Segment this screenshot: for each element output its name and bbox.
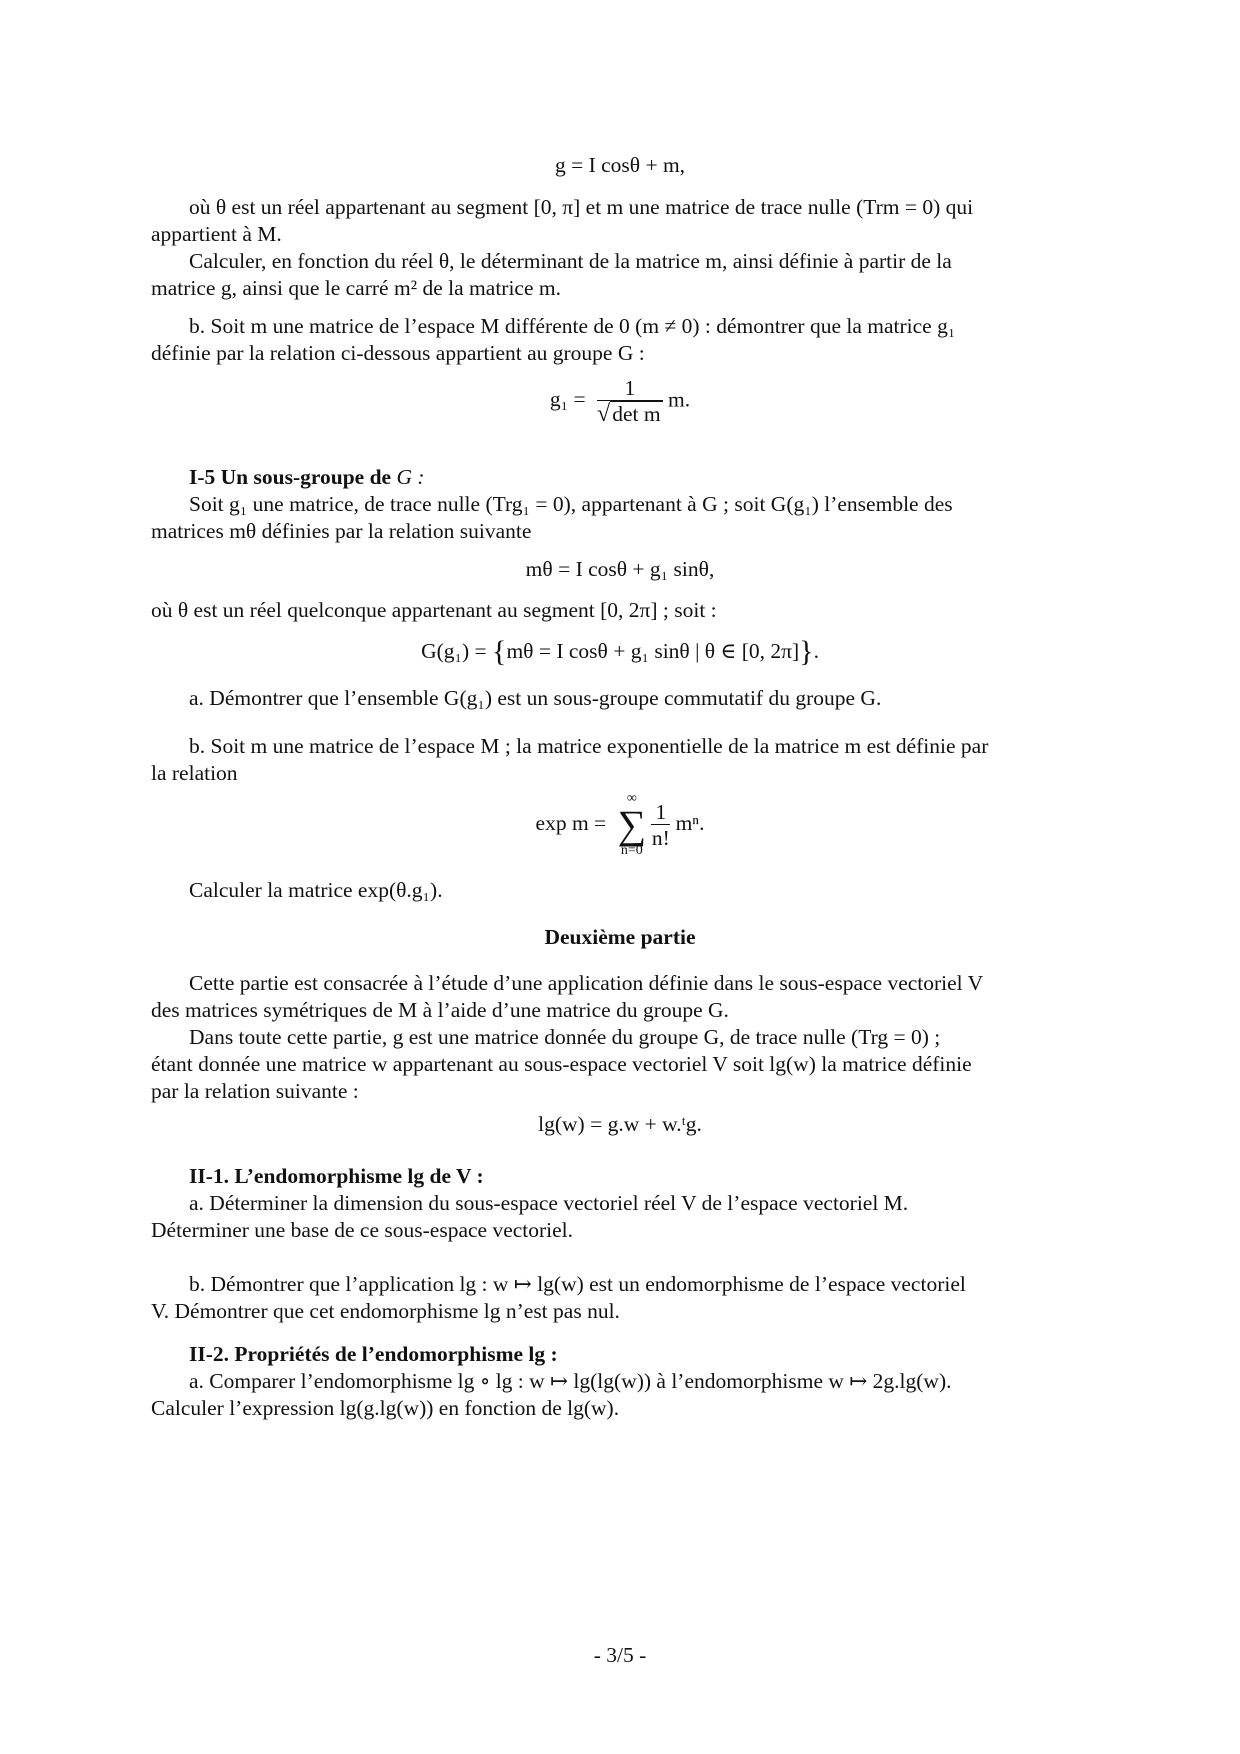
text-line: étant donnée une matrice w appartenant au sous-espace vectoriel V soit lg(w) la matrice définie [151,1052,972,1076]
question-ii1b [151,1271,1089,1325]
summation [618,792,647,858]
fraction-numerator: 1 [597,376,663,401]
section-ii2 [151,1341,1089,1422]
text-line: b. Soit m une matrice de l’espace M différente de 0 (m ≠ 0) : démontrer que la matrice g₁ [189,314,956,338]
text-line: Déterminer une base de ce sous-espace vectoriel. [151,1218,574,1242]
formula-body: mθ = I cosθ + g₁ sinθ | θ ∈ [0, 2π] [506,639,800,663]
paragraph-theta-definition [151,194,1089,302]
text-line: Calculer l’expression lg(g.lg(w)) en fonction de lg(w). [151,1396,620,1420]
formula-g-decomposition: g = I cosθ + m, [554,153,686,177]
formula-lhs: g₁ = [549,387,586,412]
section-heading: II-2. Propriétés de l’endomorphisme lg : [189,1342,558,1366]
section-heading: I-5 Un sous-groupe de G : [189,465,425,489]
formula-exponential [151,792,1089,858]
section-i5 [151,464,1089,545]
text-line: Calculer la matrice exp(θ.g₁). [189,878,443,902]
paragraph-theta-range [151,597,1089,624]
formula-lhs: G(g₁) = [421,639,487,663]
text-line: Dans toute cette partie, g est une matrice donnée du groupe G, de trace nulle (Trg = 0) ; [189,1025,941,1049]
text-line: où θ est un réel quelconque appartenant au segment [0, 2π] ; soit : [151,598,717,622]
fraction-numerator: 1 [651,800,670,825]
part2-introduction [151,970,1089,1105]
section-ii1 [151,1163,1089,1244]
text-line: où θ est un réel appartenant au segment [0, π] et m une matrice de trace nulle (Trm = 0) qui [189,195,974,219]
text-line: matrice g, ainsi que le carré m² de la matrice m. [151,276,561,300]
text-line: des matrices symétriques de M à l’aide d’une matrice du groupe G. [151,998,729,1022]
formula-lg: lg(w) = g.w + w.ᵗg. [538,1112,702,1136]
text-line: a. Comparer l’endomorphisme lg ∘ lg : w ↦ lg(lg(w)) à l’endomorphisme w ↦ 2g.lg(w). [189,1369,952,1393]
fraction-denominator: √det m [597,401,661,427]
text-line: b. Démontrer que l’application lg : w ↦ lg(w) est un endomorphisme de l’espace vectoriel [189,1272,966,1296]
formula-tail: mⁿ. [675,810,705,835]
text-line: Calculer, en fonction du réel θ, le déterminant de la matrice m, ainsi définie à partir de la [189,249,952,273]
text-line: b. Soit m une matrice de l’espace M ; la matrice exponentielle de la matrice m est définie par [189,734,989,758]
text-line: Cette partie est consacrée à l’étude d’une application définie dans le sous-espace vectoriel V [189,971,984,995]
formula-m-theta: mθ = I cosθ + g₁ sinθ, [525,557,715,581]
text-line: a. Déterminer la dimension du sous-espace vectoriel réel V de l’espace vectoriel M. [189,1191,909,1215]
text-line: la relation [151,761,238,785]
page-number: - 3/5 - [593,1643,647,1667]
text-line: définie par la relation ci-dessous appartient au groupe G : [151,341,645,365]
formula-g1 [151,376,1089,427]
question-5b-calc [151,877,1089,904]
sum-lower-limit: n=0 [620,843,643,858]
text-line: appartient à M. [151,222,282,246]
fraction [651,800,670,851]
text-line: matrices mθ définies par la relation suivante [151,519,532,543]
text-line: par la relation suivante : [151,1079,359,1103]
brace-open: { [492,635,507,668]
sum-upper-limit: ∞ [626,791,637,806]
text-line: Soit g₁ une matrice, de trace nulle (Trg₁ = 0), appartenant à G ; soit G(g₁) l’ensemble des [189,492,953,516]
fraction [597,376,663,427]
text-line: a. Démontrer que l’ensemble G(g₁) est un sous-groupe commutatif du groupe G. [189,686,882,710]
brace-close: } [799,635,814,668]
question-1b [151,313,1089,367]
question-5a [151,685,1089,712]
formula-tail: m. [667,387,691,412]
formula-subgroup-set: G(g₁) = {mθ = I cosθ + g₁ sinθ | θ ∈ [0, 2π]}. [421,635,819,668]
formula-lhs: exp m = [535,810,607,835]
sigma-symbol: ∑ [617,802,647,847]
fraction-denominator: n! [651,825,670,850]
part-title: Deuxième partie [544,925,696,949]
section-heading: II-1. L’endomorphisme lg de V : [189,1164,484,1188]
question-5b [151,733,1089,787]
text-line: V. Démontrer que cet endomorphisme lg n’est pas nul. [151,1299,620,1323]
